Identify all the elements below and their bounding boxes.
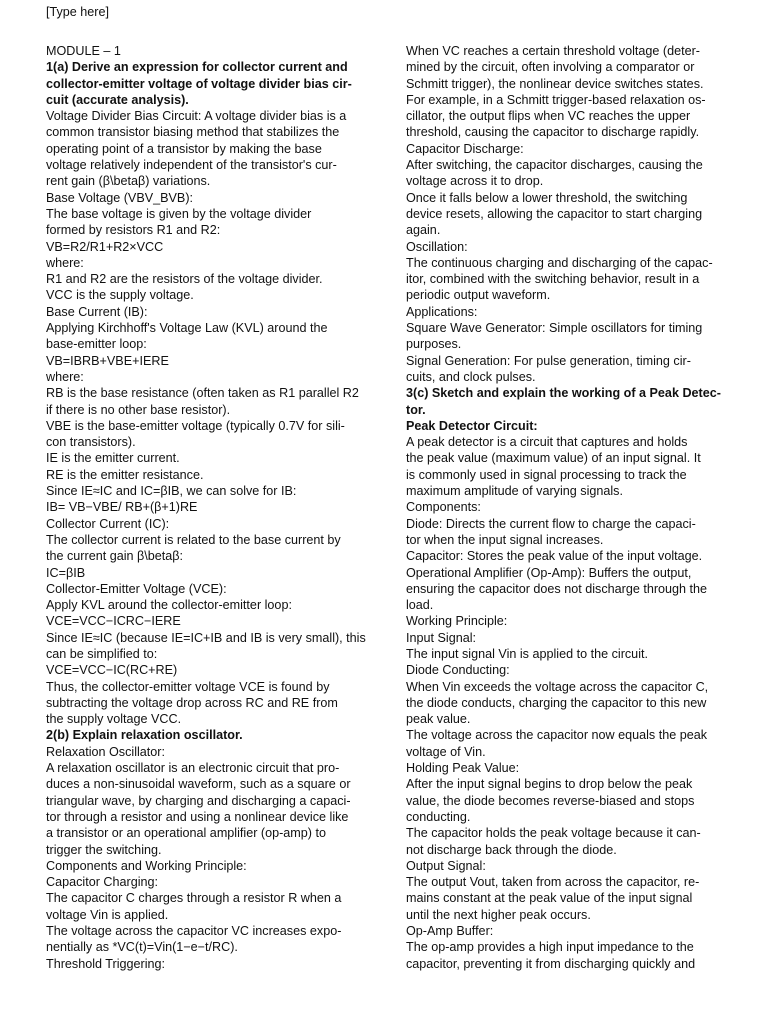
text-line: Threshold Triggering: (46, 956, 166, 971)
text-line: Voltage Divider Bias Circuit: A voltage divider bias is a (46, 109, 347, 124)
text-line: VB=R2/R1+R2×VCC (46, 239, 164, 254)
text-line: MODULE – 1 (46, 44, 121, 58)
text-line: RE is the emitter resistance. (46, 467, 204, 482)
text-line: When VC reaches a certain threshold voltage (deter- (406, 44, 701, 58)
text-line: VCC is the supply voltage. (46, 288, 194, 303)
text-line: VB=IBRB+VBE+IERE (46, 353, 169, 368)
text-line: the peak value (maximum value) of an input signal. It (406, 451, 701, 466)
text-line: Thus, the collector-emitter voltage VCE is found by (46, 679, 330, 694)
text-line: Once it falls below a lower threshold, the switching (406, 190, 688, 205)
text-line: again. (406, 223, 441, 238)
text-line: the diode conducts, charging the capacitor to this new (406, 695, 707, 710)
text-line: The voltage across the capacitor VC increases expo- (46, 924, 342, 939)
text-line: IB= VB−VBE/ RB+(β+1)RE (46, 500, 198, 515)
text-line: where: (46, 369, 84, 384)
text-line: Input Signal: (406, 630, 477, 645)
text-line: conducting. (406, 809, 471, 824)
text-line: maximum amplitude of varying signals. (406, 484, 623, 499)
text-line: The base voltage is given by the voltage divider (46, 206, 312, 221)
text-line: Since IE≈IC and IC=βIB, we can solve for IB: (46, 484, 297, 499)
heading-line: tor. (406, 402, 426, 417)
text-line: nentially as *VC(t)=Vin(1−e−t/RC). (46, 940, 238, 955)
text-line: Base Voltage (VBV_BVB): (46, 190, 194, 205)
text-line: Collector-Emitter Voltage (VCE): (46, 581, 227, 596)
text-line: periodic output waveform. (406, 288, 551, 303)
text-line: a transistor or an operational amplifier (op-amp) to (46, 826, 326, 841)
text-line: Signal Generation: For pulse generation, timing cir- (406, 353, 691, 368)
text-line: ensuring the capacitor does not discharge through the (406, 581, 708, 596)
text-line: rent gain (β\betaβ) variations. (46, 174, 211, 189)
text-line: Op-Amp Buffer: (406, 924, 494, 939)
text-line: R1 and R2 are the resistors of the voltage divider. (46, 272, 323, 287)
text-line: The voltage across the capacitor now equals the peak (406, 728, 708, 743)
text-line: is commonly used in signal processing to track the (406, 467, 687, 482)
text-line: The collector current is related to the base current by (46, 532, 341, 547)
text-line: the current gain β\betaβ: (46, 549, 184, 564)
text-line: until the next higher peak occurs. (406, 907, 591, 922)
text-line: mains constant at the peak value of the input signal (406, 891, 693, 906)
text-line: con transistors). (46, 435, 136, 450)
text-line: VBE is the base-emitter voltage (typically 0.7V for sili- (46, 418, 345, 433)
text-line: VCE=VCC−IC(RC+RE) (46, 663, 178, 678)
text-line: A relaxation oscillator is an electronic circuit that pro- (46, 761, 340, 776)
text-line: Apply KVL around the collector-emitter loop: (46, 598, 292, 613)
text-line: mined by the circuit, often involving a comparator or (406, 60, 695, 75)
text-line: Holding Peak Value: (406, 761, 520, 776)
text-line: Square Wave Generator: Simple oscillators for timing (406, 321, 703, 336)
text-line: threshold, causing the capacitor to discharge rapidly. (406, 125, 700, 140)
text-line: Operational Amplifier (Op-Amp): Buffers the output, (406, 565, 692, 580)
left-column (46, 43, 376, 972)
text-line: Working Principle: (406, 614, 508, 629)
text-line: RB is the base resistance (often taken as R1 parallel R2 (46, 386, 359, 401)
text-line: the supply voltage VCC. (46, 712, 182, 727)
text-line: voltage Vin is applied. (46, 907, 169, 922)
text-line: The continuous charging and discharging of the capac- (406, 255, 713, 270)
text-line: subtracting the voltage drop across RC and RE from (46, 695, 338, 710)
right-column (406, 43, 736, 972)
text-line: The capacitor holds the peak voltage because it can- (406, 826, 701, 841)
text-line: operating point of a transistor by making the base (46, 141, 322, 156)
text-line: if there is no other base resistor). (46, 402, 231, 417)
text-line: Components and Working Principle: (46, 858, 247, 873)
text-line: VCE=VCC−ICRC−IERE (46, 614, 181, 629)
text-line: can be simplified to: (46, 646, 158, 661)
heading-line: collector-emitter voltage of voltage divider bias cir- (46, 76, 352, 91)
text-line: Oscillation: (406, 239, 468, 254)
text-line: purposes. (406, 337, 462, 352)
text-line: cillator, the output flips when VC reaches the upper (406, 109, 691, 124)
text-line: load. (406, 598, 434, 613)
text-line: peak value. (406, 712, 471, 727)
text-line: Diode: Directs the current flow to charge the capaci- (406, 516, 696, 531)
text-line: IC=βIB (46, 565, 86, 580)
text-line: Collector Current (IC): (46, 516, 170, 531)
text-line: When Vin exceeds the voltage across the capacitor C, (406, 679, 709, 694)
text-line: Base Current (IB): (46, 304, 148, 319)
text-line: voltage across it to drop. (406, 174, 544, 189)
text-line: After switching, the capacitor discharges, causing the (406, 158, 703, 173)
text-line: Components: (406, 500, 481, 515)
text-line: voltage relatively independent of the transistor's cur- (46, 158, 337, 173)
text-line: The op-amp provides a high input impedance to the (406, 940, 694, 955)
text-line: Diode Conducting: (406, 663, 510, 678)
text-line: value, the diode becomes reverse-biased and stops (406, 793, 695, 808)
text-line: not discharge back through the diode. (406, 842, 617, 857)
text-line: cuits, and clock pulses. (406, 369, 536, 384)
text-line: Schmitt trigger), the nonlinear device switches states. (406, 76, 704, 91)
text-line: The capacitor C charges through a resistor R when a (46, 891, 342, 906)
text-line: For example, in a Schmitt trigger-based relaxation os- (406, 92, 706, 107)
text-line: Capacitor Charging: (46, 875, 159, 890)
text-line: IE is the emitter current. (46, 451, 180, 466)
text-line: A peak detector is a circuit that captures and holds (406, 435, 688, 450)
page-header: [Type here] (46, 5, 110, 19)
text-line: base-emitter loop: (46, 337, 147, 352)
text-line: Applying Kirchhoff's Voltage Law (KVL) around the (46, 321, 328, 336)
text-line: trigger the switching. (46, 842, 162, 857)
text-line: Output Signal: (406, 858, 486, 873)
text-line: After the input signal begins to drop below the peak (406, 777, 693, 792)
text-line: triangular wave, by charging and discharging a capaci- (46, 793, 351, 808)
text-line: Capacitor Discharge: (406, 141, 524, 156)
text-line: tor through a resistor and using a nonlinear device like (46, 809, 349, 824)
text-line: where: (46, 255, 84, 270)
heading-line: 2(b) Explain relaxation oscillator. (46, 728, 243, 743)
text-line: duces a non-sinusoidal waveform, such as a square or (46, 777, 351, 792)
text-line: device resets, allowing the capacitor to start charging (406, 206, 703, 221)
text-line: capacitor, preventing it from discharging quickly and (406, 956, 696, 971)
text-line: Applications: (406, 304, 478, 319)
heading-line: Peak Detector Circuit: (406, 418, 538, 433)
text-line: itor, combined with the switching behavior, result in a (406, 272, 700, 287)
text-line: common transistor biasing method that stabilizes the (46, 125, 340, 140)
text-line: tor when the input signal increases. (406, 532, 604, 547)
text-line: The input signal Vin is applied to the circuit. (406, 646, 648, 661)
text-line: Since IE≈IC (because IE=IC+IB and IB is very small), this (46, 630, 366, 645)
heading-line: 1(a) Derive an expression for collector current and (46, 60, 348, 75)
text-line: formed by resistors R1 and R2: (46, 223, 221, 238)
text-line: The output Vout, taken from across the capacitor, re- (406, 875, 700, 890)
heading-line: 3(c) Sketch and explain the working of a Peak Detec- (406, 386, 721, 401)
text-line: Capacitor: Stores the peak value of the input voltage. (406, 549, 703, 564)
text-line: voltage of Vin. (406, 744, 486, 759)
text-line: Relaxation Oscillator: (46, 744, 165, 759)
heading-line: cuit (accurate analysis). (46, 92, 189, 107)
